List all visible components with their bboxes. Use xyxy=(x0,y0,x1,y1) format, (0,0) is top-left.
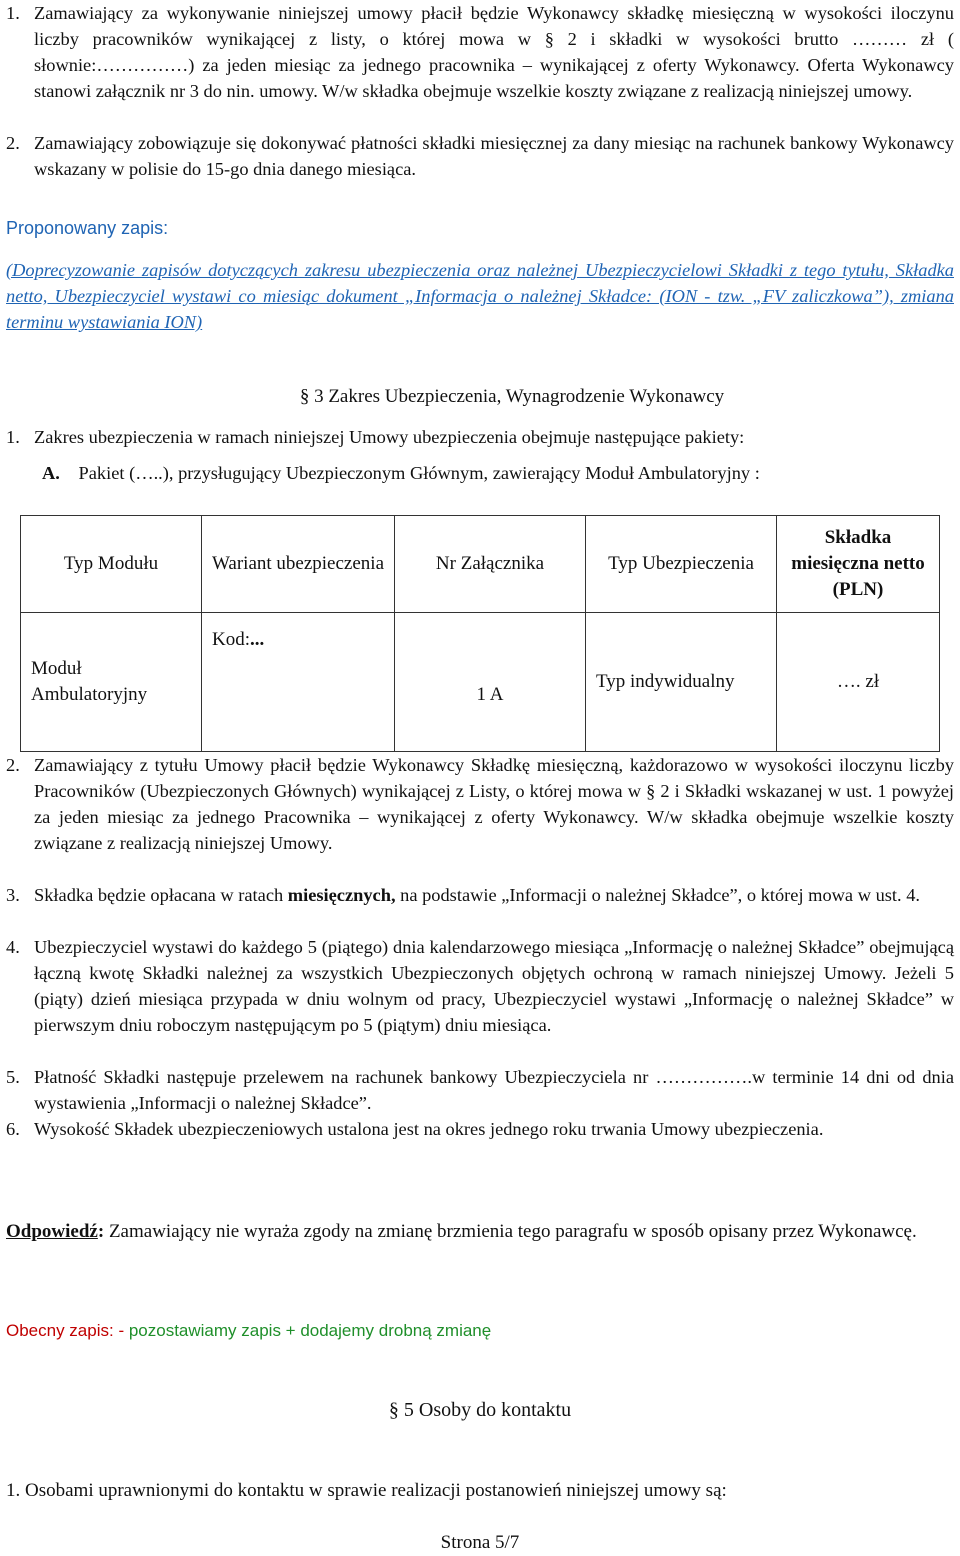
current-note-text: pozostawiamy zapis + dodajemy drobną zmianę xyxy=(128,1321,492,1340)
clause-2 xyxy=(6,130,954,182)
s3-clause-3-text xyxy=(34,882,954,908)
packet-table xyxy=(20,515,940,752)
page-number: Strona 5/7 xyxy=(440,1532,520,1553)
cell-kod-value: ... xyxy=(250,629,265,650)
s3-clause-3-before: Składka będzie opłacana w ratach xyxy=(34,885,288,905)
cell-module: Moduł Ambulatoryjny xyxy=(21,613,202,752)
header-attachment: Nr Załącznika xyxy=(395,516,586,613)
clause-1 xyxy=(6,0,954,104)
s5-clause-1: 1. Osobami uprawnionymi do kontaktu w sprawie realizacji postanowień niniejszej umowy są: xyxy=(6,1480,727,1501)
table-header-row xyxy=(21,516,940,613)
clause-1-text: Zamawiający za wykonywanie niniejszej umowy płacił będzie Wykonawcy składkę miesięczną w wysokości iloczynu liczby pracowników wynikającej z listy, o której mowa w § 2 i składki w wysokości brutto ……… zł ( słownie:……………) za jeden miesiąc za jednego pracownika – wynikającej z oferty Wykonawcy. Oferta Wykonawcy stanowi załącznik nr 3 do nin. umowy. W/w składka obejmuje wszelkie koszty związane z realizacją niniejszej umowy. xyxy=(34,3,954,101)
s3-clause-5 xyxy=(6,1064,954,1116)
section-5-heading: § 5 Osoby do kontaktu xyxy=(388,1399,572,1421)
packet-prefix xyxy=(79,463,169,483)
s3-clause-2 xyxy=(6,752,954,856)
cell-variant xyxy=(202,613,395,752)
s3-clause-2-text: Zamawiający z tytułu Umowy płacił będzie Wykonawcy Składkę miesięczną, każdorazowo w wysokości iloczynu liczby Pracowników (Ubezpieczonych Głównych) wynikającej z Listy, o której mowa w § 2 i Składki wskazanej w ust. 1 powyżej za jeden miesiąc za jednego Pracownika – wynikającej z oferty Wykonawcy. W/w składka obejmuje wszelkie koszty związane z realizacją niniejszej Umowy. xyxy=(34,755,954,853)
proposal-label: Proponowany zapis: xyxy=(6,218,169,238)
clause-1-number: 1. xyxy=(6,3,20,23)
s3-clause-1-number: 1. xyxy=(6,427,20,447)
s3-clause-6-number: 6. xyxy=(6,1119,20,1139)
s3-clause-4 xyxy=(6,934,954,1038)
header-variant: Wariant ubezpieczenia xyxy=(202,516,395,613)
section-3-heading: § 3 Zakres Ubezpieczenia, Wynagrodzenie Wykonawcy xyxy=(299,386,725,407)
header-insurance-type: Typ Ubezpieczenia xyxy=(586,516,777,613)
packet-name: Pakiet (…..) xyxy=(78,463,169,483)
cell-premium: …. zł xyxy=(777,613,940,752)
s3-clause-3-after: na podstawie „Informacji o należnej Składce”, o której mowa w ust. 4. xyxy=(395,885,921,905)
s3-clause-5-number: 5. xyxy=(6,1067,20,1087)
s3-clause-2-number: 2. xyxy=(6,755,20,775)
current-clause-note xyxy=(6,1318,954,1344)
table-row xyxy=(21,613,940,752)
answer-colon: : xyxy=(97,1221,105,1242)
s3-clause-1-text: Zakres ubezpieczenia w ramach niniejszej Umowy ubezpieczenia obejmuje następujące pakiety: xyxy=(34,427,745,447)
answer-label: Odpowiedź xyxy=(6,1221,98,1242)
packet-line xyxy=(42,460,960,486)
cell-kod-label: Kod: xyxy=(212,629,250,650)
answer xyxy=(6,1212,954,1252)
s3-clause-3-number: 3. xyxy=(6,885,20,905)
s3-clause-4-text: Ubezpieczyciel wystawi do każdego 5 (piątego) dnia kalendarzowego miesiąca „Informację o należnej Składce” obejmującą łączną kwotę Składki należnej za wszystkich Ubezpieczonych objętych ochroną w ramach niniejszej Umowy. Jeżeli 5 (piąty) dzień miesiąca przypada w dniu wolnym od pracy, Ubezpieczyciel wystawi „Informację o należnej Składce” w pierwszym dniu roboczym następującym po 5 (piątym) dniu miesiąca. xyxy=(34,937,954,1035)
clause-2-text: Zamawiający zobowiązuje się dokonywać płatności składki miesięcznej za dany miesiąc na rachunek bankowy Wykonawcy wskazany w polisie do 15-go dnia danego miesiąca. xyxy=(34,133,954,179)
cell-type: Typ indywidualny xyxy=(586,613,777,752)
header-premium: Składka miesięczna netto (PLN) xyxy=(777,516,940,613)
s3-clause-4-number: 4. xyxy=(6,937,20,957)
s3-clause-1 xyxy=(6,424,954,450)
packet-letter: A. xyxy=(42,463,60,483)
s3-clause-6 xyxy=(6,1116,954,1142)
clause-2-number: 2. xyxy=(6,133,20,153)
current-note-label: Obecny zapis: - xyxy=(6,1321,129,1340)
s3-clause-6-text: Wysokość Składek ubezpieczeniowych ustalona jest na okres jednego roku trwania Umowy ubezpieczenia. xyxy=(34,1119,824,1139)
s3-clause-3 xyxy=(6,882,954,908)
s3-clause-5-text: Płatność Składki następuje przelewem na rachunek bankowy Ubezpieczyciela nr …………….w terminie 14 dni od dnia wystawienia „Informacji o należnej Składce”. xyxy=(34,1067,954,1113)
header-module-type: Typ Modułu xyxy=(21,516,202,613)
s3-clause-3-bold: miesięcznych, xyxy=(287,885,396,905)
answer-text: Zamawiający nie wyraża zgody na zmianę brzmienia tego paragrafu w sposób opisany przez Wykonawcę. xyxy=(104,1221,917,1242)
packet-description: , przysługujący Ubezpieczonym Głównym, zawierający Moduł Ambulatoryjny : xyxy=(168,463,760,483)
cell-attachment: 1 A xyxy=(395,613,586,752)
proposal-text: (Doprecyzowanie zapisów dotyczących zakresu ubezpieczenia oraz należnej Ubezpieczycielowi Składki z tego tytułu, Składka netto, Ubezpieczyciel wystawi co miesiąc dokument „Informacja o należnej Składce: (ION - tzw. „FV zaliczkowa”), zmiana terminu wystawiania ION) xyxy=(6,260,954,332)
